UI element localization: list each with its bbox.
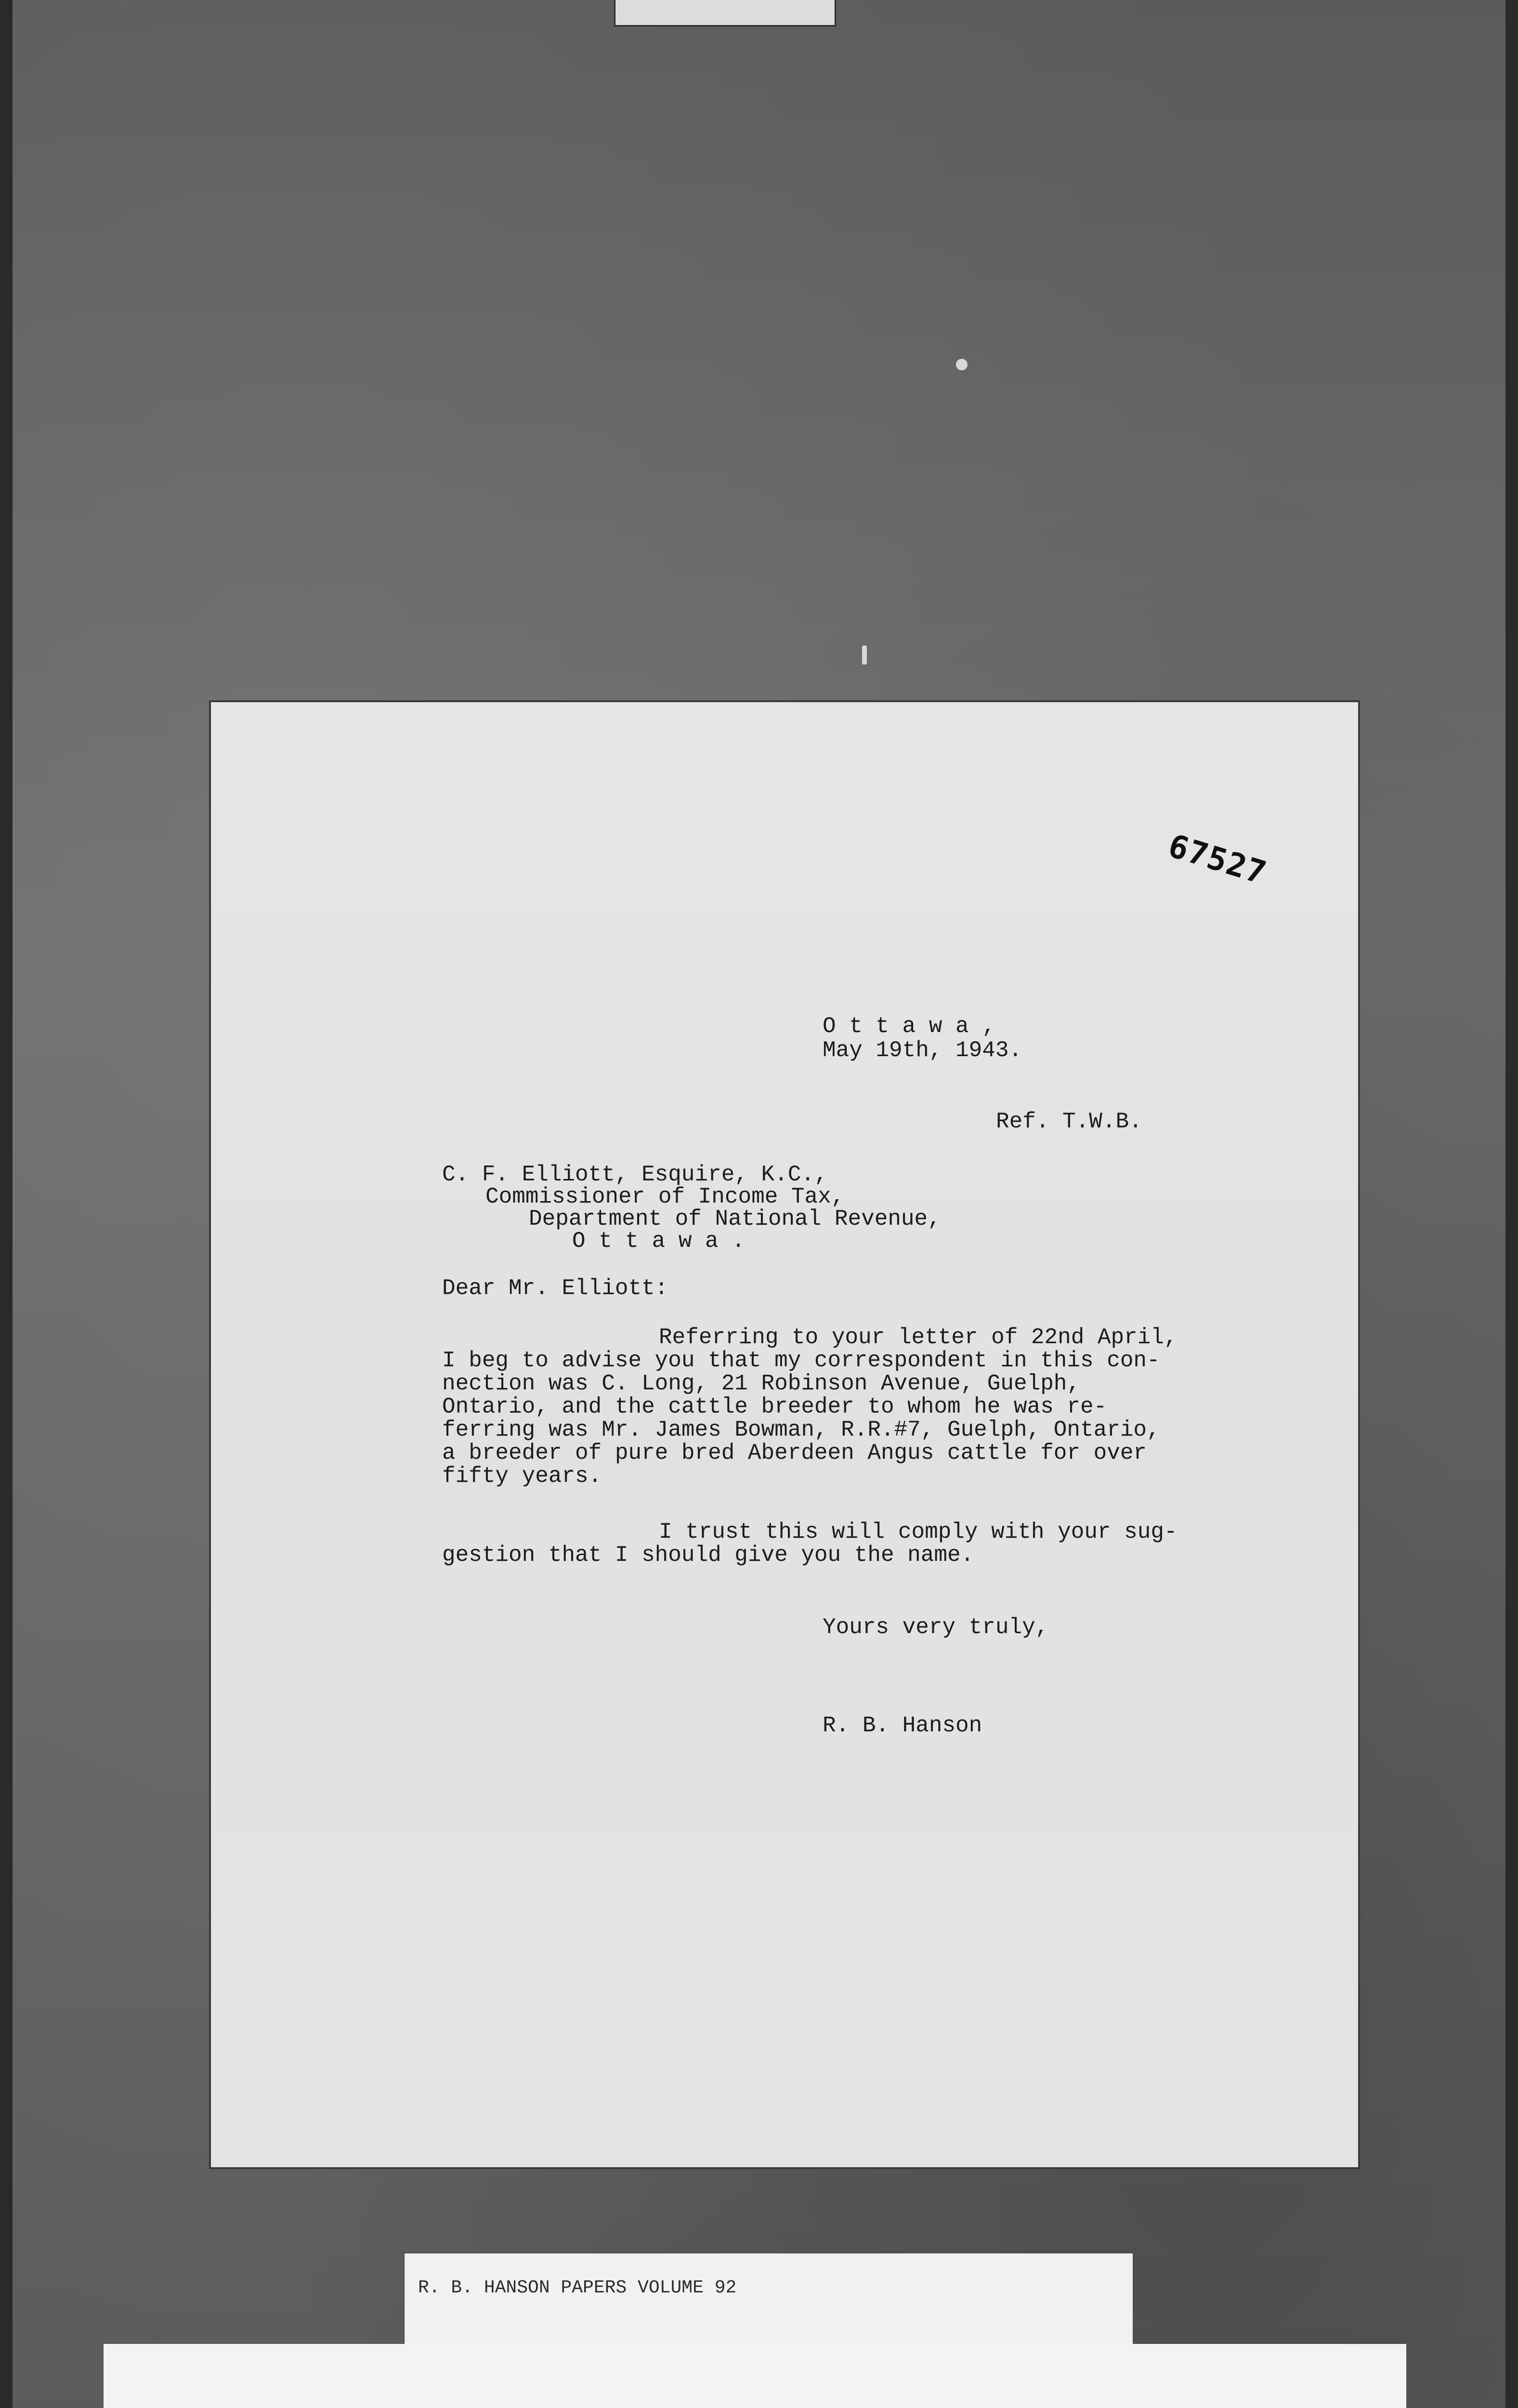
document-number-stamp: 67527 bbox=[1164, 827, 1271, 892]
paragraph-line: ferring was Mr. James Bowman, R.R.#7, Guelph, Ontario, bbox=[442, 1417, 1160, 1442]
paragraph-line: Referring to your letter of 22nd April, bbox=[659, 1325, 1178, 1350]
paragraph-line: I beg to advise you that my correspondent in this con- bbox=[442, 1348, 1160, 1373]
film-edge-left bbox=[0, 0, 13, 2408]
signature-block: R. B. Hanson bbox=[823, 1713, 982, 1738]
dust-speck bbox=[956, 359, 968, 370]
film-clip-tab bbox=[614, 0, 836, 26]
paragraph-line: fifty years. bbox=[442, 1464, 602, 1489]
typed-letter bbox=[211, 702, 1358, 2167]
collection-label-text: R. B. HANSON PAPERS VOLUME 92 bbox=[418, 2277, 737, 2298]
archive-title-card bbox=[104, 2344, 1406, 2408]
recipient-line: O t t a w a . bbox=[572, 1229, 745, 1254]
paragraph-line: I trust this will comply with your sug- bbox=[659, 1519, 1178, 1544]
recipient-line: C. F. Elliott, Esquire, K.C., bbox=[442, 1162, 828, 1187]
paragraph-line: nection was C. Long, 21 Robinson Avenue, Guelph, bbox=[442, 1371, 1081, 1396]
paragraph-line: a breeder of pure bred Aberdeen Angus cattle for over bbox=[442, 1440, 1147, 1466]
salutation: Dear Mr. Elliott: bbox=[442, 1276, 668, 1301]
recipient-line: Commissioner of Income Tax, bbox=[485, 1184, 845, 1209]
recipient-line: Department of National Revenue, bbox=[529, 1206, 941, 1231]
letter-date: May 19th, 1943. bbox=[823, 1038, 1022, 1063]
dust-speck bbox=[862, 645, 867, 665]
collection-label bbox=[404, 2252, 1134, 2351]
letter-reference: Ref. T.W.B. bbox=[996, 1109, 1142, 1134]
paragraph-line: gestion that I should give you the name. bbox=[442, 1543, 974, 1568]
letter-place: O t t a w a , bbox=[823, 1014, 995, 1039]
paragraph-line: Ontario, and the cattle breeder to whom he was re- bbox=[442, 1394, 1107, 1419]
complimentary-close: Yours very truly, bbox=[823, 1615, 1049, 1640]
film-edge-right bbox=[1505, 0, 1518, 2408]
